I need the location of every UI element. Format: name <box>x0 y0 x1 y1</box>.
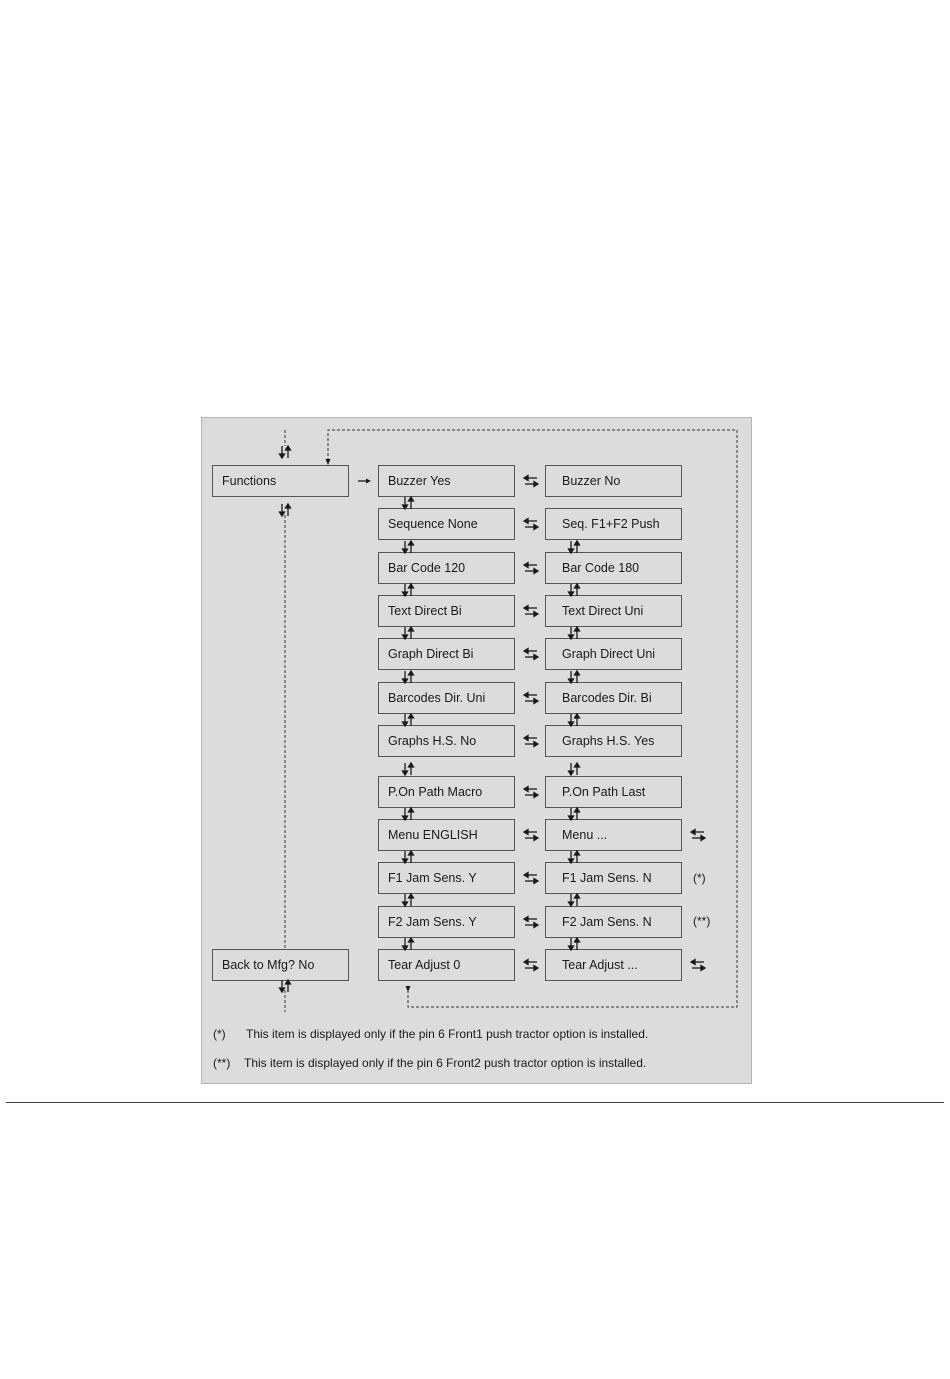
footnote-1 <box>213 1026 648 1042</box>
updown-functions-icon <box>280 504 291 516</box>
swap-9-icon <box>524 830 538 841</box>
updown-left-3-icon <box>403 584 414 596</box>
footnote-mark-1: (*) <box>693 871 706 885</box>
updown-right-1-icon <box>569 541 580 553</box>
page-divider <box>6 1102 944 1103</box>
loop-dashed-line <box>328 430 737 1007</box>
footnote-1-text: This item is displayed only if the pin 6 Front1 push tractor option is installed. <box>246 1027 649 1041</box>
updown-left-7-icon <box>403 763 414 775</box>
functions-arrowhead <box>366 479 371 484</box>
row-8-right-box: P.On Path Last <box>545 776 682 808</box>
swap-4-icon <box>524 606 538 617</box>
updown-right-6-icon <box>569 763 580 775</box>
swap-7-icon <box>524 736 538 747</box>
row-4-left-box: Text Direct Bi <box>378 595 515 627</box>
row-2-right-box: Seq. F1+F2 Push <box>545 508 682 540</box>
row-3-left-box: Bar Code 120 <box>378 552 515 584</box>
back-to-mfg-box: Back to Mfg? No <box>212 949 349 981</box>
row-11-right-box: F2 Jam Sens. N <box>545 906 682 938</box>
updown-left-4-icon <box>403 627 414 639</box>
swap-10-icon <box>524 873 538 884</box>
swap-2-icon <box>524 519 538 530</box>
updown-left-8-icon <box>403 808 414 820</box>
footnote-mark-2: (**) <box>693 914 711 928</box>
swap-8-icon <box>524 787 538 798</box>
row-7-left-box: Graphs H.S. No <box>378 725 515 757</box>
updown-left-1-icon <box>403 497 414 509</box>
row-5-right-box: Graph Direct Uni <box>545 638 682 670</box>
updown-right-5-icon <box>569 714 580 726</box>
row-1-left-box: Buzzer Yes <box>378 465 515 497</box>
swap-menu-more-icon <box>691 830 705 841</box>
updown-left-5-icon <box>403 671 414 683</box>
row-10-left-box: F1 Jam Sens. Y <box>378 862 515 894</box>
updown-right-7-icon <box>569 808 580 820</box>
row-6-right-box: Barcodes Dir. Bi <box>545 682 682 714</box>
updown-top-icon <box>280 446 291 458</box>
row-2-left-box: Sequence None <box>378 508 515 540</box>
updown-right-9-icon <box>569 894 580 906</box>
row-8-left-box: P.On Path Macro <box>378 776 515 808</box>
row-12-right-box: Tear Adjust ... <box>545 949 682 981</box>
row-9-right-box: Menu ... <box>545 819 682 851</box>
tear-down-arrowhead <box>406 986 411 992</box>
updown-left-6-icon <box>403 714 414 726</box>
swap-tear-more-icon <box>691 960 705 971</box>
updown-right-3-icon <box>569 627 580 639</box>
updown-right-4-icon <box>569 671 580 683</box>
swap-6-icon <box>524 693 538 704</box>
updown-left-11-icon <box>403 938 414 950</box>
row-11-left-box: F2 Jam Sens. Y <box>378 906 515 938</box>
swap-12-icon <box>524 960 538 971</box>
row-5-left-box: Graph Direct Bi <box>378 638 515 670</box>
updown-left-10-icon <box>403 894 414 906</box>
swap-1-icon <box>524 476 538 487</box>
row-3-right-box: Bar Code 180 <box>545 552 682 584</box>
swap-3-icon <box>524 563 538 574</box>
swap-11-icon <box>524 917 538 928</box>
row-1-right-box: Buzzer No <box>545 465 682 497</box>
footnote-1-symbol: (*) <box>213 1027 226 1041</box>
updown-right-8-icon <box>569 851 580 863</box>
row-10-right-box: F1 Jam Sens. N <box>545 862 682 894</box>
row-7-right-box: Graphs H.S. Yes <box>545 725 682 757</box>
row-9-left-box: Menu ENGLISH <box>378 819 515 851</box>
updown-left-2-icon <box>403 541 414 553</box>
swap-5-icon <box>524 649 538 660</box>
updown-right-10-icon <box>569 938 580 950</box>
row-12-left-box: Tear Adjust 0 <box>378 949 515 981</box>
footnote-2-text: This item is displayed only if the pin 6 Front2 push tractor option is installed. <box>244 1056 647 1070</box>
row-4-right-box: Text Direct Uni <box>545 595 682 627</box>
updown-left-9-icon <box>403 851 414 863</box>
functions-box: Functions <box>212 465 349 497</box>
row-6-left-box: Barcodes Dir. Uni <box>378 682 515 714</box>
loop-arrowhead <box>326 459 331 465</box>
footnote-2 <box>213 1055 646 1071</box>
updown-right-2-icon <box>569 584 580 596</box>
footnote-2-symbol: (**) <box>213 1056 231 1070</box>
